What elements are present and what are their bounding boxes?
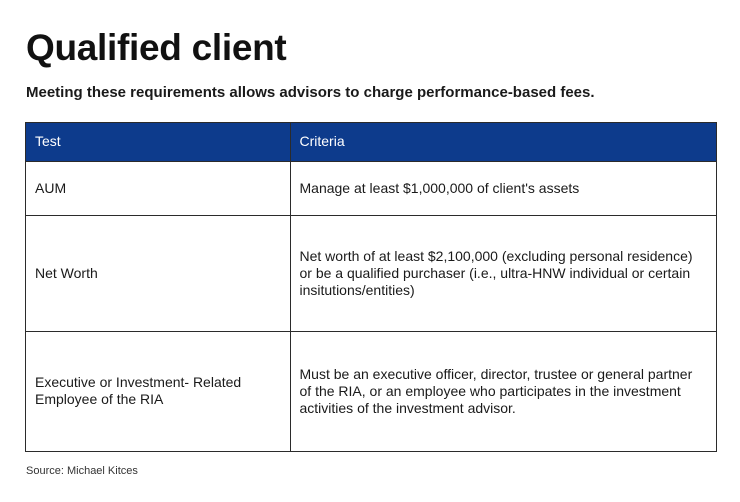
table-row xyxy=(26,215,716,331)
page-title: Qualified client xyxy=(26,27,287,68)
criteria-table xyxy=(26,123,716,451)
test-cell: AUM xyxy=(26,161,290,215)
table-body xyxy=(26,161,716,451)
table-row xyxy=(26,161,716,215)
column-header-test: Test xyxy=(26,123,290,161)
test-cell: Executive or Investment- Related Employee of the RIA xyxy=(26,331,290,451)
page-subtitle: Meeting these requirements allows advisors to charge performance-based fees. xyxy=(26,84,595,101)
table-header-row xyxy=(26,123,716,161)
column-header-criteria: Criteria xyxy=(299,133,345,150)
test-cell: Net Worth xyxy=(26,215,290,331)
table-row xyxy=(26,331,716,451)
source-note: Source: Michael Kitces xyxy=(26,465,138,477)
criteria-table-container xyxy=(25,122,717,452)
criteria-cell: Net worth of at least $2,100,000 (excluding personal residence) or be a qualified purchaser (i.e., ultra-HNW individual or certain insitutions/entities) xyxy=(299,247,693,298)
criteria-cell: Must be an executive officer, director, trustee or general partner of the RIA, or an employee who participates in the investment activities of the investment advisor. xyxy=(299,365,693,416)
criteria-cell: Manage at least $1,000,000 of client's assets xyxy=(299,179,580,196)
table-header xyxy=(26,123,716,161)
